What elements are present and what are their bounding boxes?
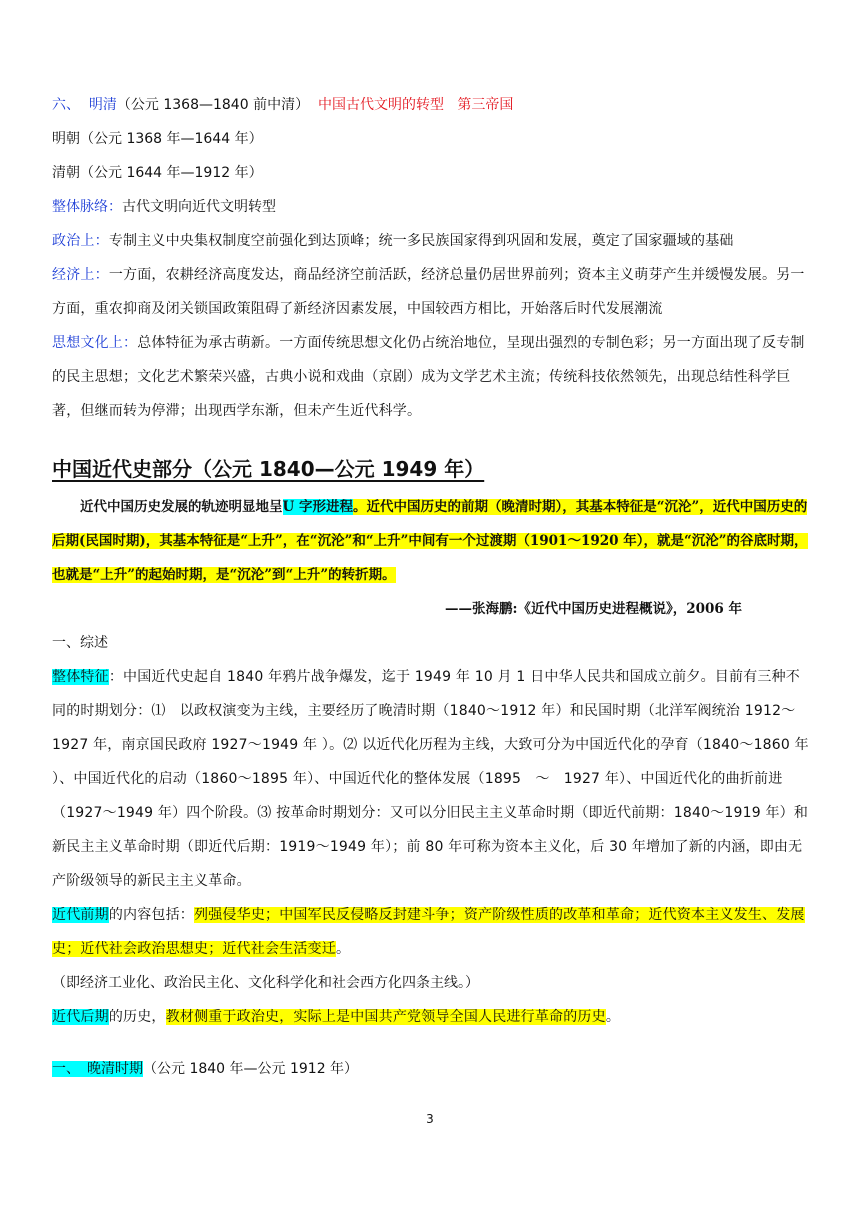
qing-dynasty: 清朝（公元 1644 年—1912 年） xyxy=(52,165,263,181)
politics-text: 专制主义中央集权制度空前强化到达顶峰；统一多民族国家得到巩固和发展，奠定了国家疆域的基础 xyxy=(108,233,734,249)
summary-heading: 一、综述 xyxy=(52,635,108,651)
politics-label: 政治上： xyxy=(52,233,109,249)
section-name: 明清 xyxy=(88,97,117,113)
early-modern-mid: 的内容包括： xyxy=(108,907,195,923)
quote-transition: 过渡期（1901～1920 年），就是“沉沦”的谷底时期，也就是“上升”的起始时期，是“沉沦”到“上升”的转折期。 xyxy=(52,533,808,583)
politics-paragraph xyxy=(52,224,812,258)
section-number: 六、 xyxy=(52,97,80,113)
late-modern-end: 。 xyxy=(605,1009,621,1025)
quote-citation: ——张海鹏:《近代中国历史进程概说》，2006 年 xyxy=(444,601,742,617)
historian-quote xyxy=(52,490,812,592)
document-page xyxy=(52,88,812,1086)
late-modern-label: 近代后期 xyxy=(52,1009,109,1025)
quote-u-shape: U 字形进程 xyxy=(282,499,353,515)
culture-text: 总体特征为承古萌新。一方面传统思想文化仍占统治地位，呈现出强烈的专制色彩；另一方面出现了反专制的民主思想；文化艺术繁荣兴盛，古典小说和戏曲（京剧）成为文学艺术主流；传统科技依然领先，出现总结性科学巨著，但继而转为停滞；出现西学东渐，但未产生近代科学。 xyxy=(52,335,805,419)
early-modern-end: 。 xyxy=(336,941,351,957)
section-empire: 第三帝国 xyxy=(457,97,514,113)
features-label: 整体特征 xyxy=(52,669,109,685)
page-number: 3 xyxy=(426,1112,434,1126)
late-qing-label: 一、 晚清时期 xyxy=(52,1061,143,1077)
modern-history-title: 中国近代史部分（公元 1840—公元 1949 年） xyxy=(52,457,485,481)
late-modern-paragraph xyxy=(52,1000,812,1034)
quote-part-1: 近代中国历史发展的轨迹明显地呈 xyxy=(80,499,283,515)
overall-label: 整体脉络： xyxy=(52,199,122,215)
early-modern-text: 列强侵华史；中国军民反侵略反封建斗争；资产阶级性质的改革和革命；近代资本主义发生、发展史；近代社会政治思想史；近代社会生活变迁 xyxy=(52,907,805,957)
culture-label: 思想文化上： xyxy=(52,335,138,351)
late-modern-text: 教材侧重于政治史，实际上是中国共产党领导全国人民进行革命的历史 xyxy=(165,1009,606,1025)
ming-dynasty: 明朝（公元 1368 年—1644 年） xyxy=(52,131,263,147)
late-qing-heading xyxy=(52,1052,812,1086)
overall-text: 古代文明向近代文明转型 xyxy=(122,199,276,215)
overall-context xyxy=(52,190,812,224)
economy-text: 一方面，农耕经济高度发达，商品经济空前活跃，经济总量仍居世界前列；资本主义萌芽产生并缓慢发展。另一方面，重农抑商及闭关锁国政策阻碍了新经济因素发展，中国较西方相比，开始落后时代发展潮流 xyxy=(52,267,805,317)
economy-label: 经济上： xyxy=(52,267,109,283)
quote-part-3: 。近代中国历史的前期（晚清时期），其基本特征是“沉沦”，近代中国历史的后期(民国时期)，其基本特征是“上升”，在“沉沦”和“上升”中间有一个 xyxy=(52,499,808,549)
economy-paragraph xyxy=(52,258,812,326)
culture-paragraph xyxy=(52,326,812,428)
early-modern-label: 近代前期 xyxy=(52,907,109,923)
section-period: （公元 1368—1840 前中清） xyxy=(116,97,310,113)
early-modern-note: （即经济工业化、政治民主化、文化科学化和社会西方化四条主线。） xyxy=(52,975,479,991)
late-modern-mid: 的历史， xyxy=(108,1009,166,1025)
features-text: ：中国近代史起自 1840 年鸦片战争爆发，迄于 1949 年 10 月 1 日中华人民共和国成立前夕。目前有三种不同的时期划分：⑴ 以政权演变为主线，主要经历了晚清时期（1840～1912 年）和民国时期（北洋军阀统治 1912～1927 年，南京国民政府 1927～1949 年 ）。⑵ 以近代化历程为主线，大致可分为中国近代化的孕育（1840～1860 年 ）、中国近代化的启动（1860～1895 年）、中国近代化的整体发展（1895 ～ 1927 年）、中国近代化的曲折前进（1927～1949 年）四个阶段。⑶ 按革命时期划分：又可以分旧民主主义革命时期（即近代前期：1840～1919 年）和新民主主义革命时期（即近代后期：1919～1949 年）；前 80 年可称为资本主义化，后 30 年增加了新的内涵，即由无产阶级领导的新民主主义革命。 xyxy=(52,669,809,889)
late-qing-period: （公元 1840 年—公元 1912 年） xyxy=(143,1061,359,1077)
early-modern-paragraph xyxy=(52,898,812,966)
section-theme: 中国古代文明的转型 xyxy=(317,97,444,113)
features-paragraph xyxy=(52,660,812,898)
section-six-heading xyxy=(52,88,812,122)
